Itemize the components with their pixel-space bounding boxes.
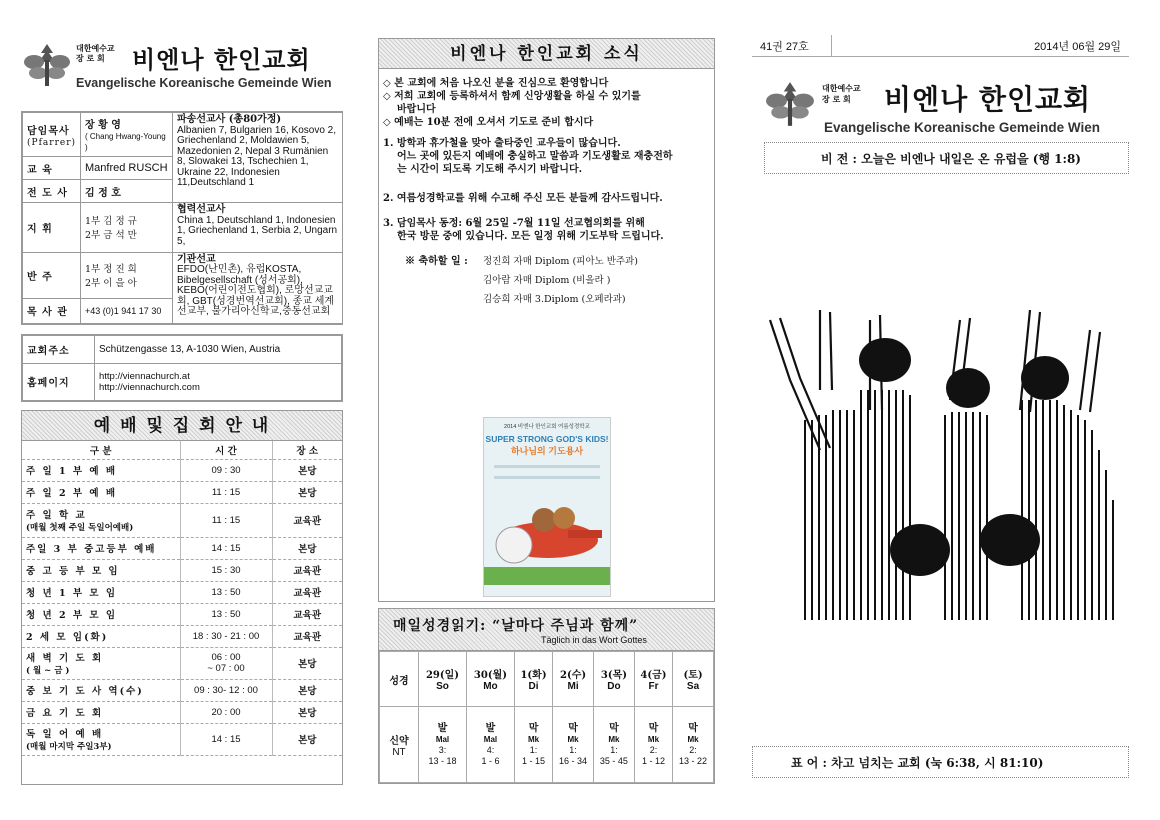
service-place: 본당 [272,481,342,503]
service-place: 본당 [272,647,342,679]
service-place: 교육관 [272,503,342,537]
service-name: 새 벽 기 도 회 ( 월 ~ 금 ) [22,647,180,679]
issue-date: 2014년 06월 29일 [1034,41,1121,53]
service-row [22,625,342,647]
vision-text: 비 전 : 오늘은 비엔나 내일은 온 유럽을 (행 1:8) [821,152,1081,166]
vbs-poster [483,417,611,597]
service-row [22,603,342,625]
pastor-label: 담임목사 (Pfarrer) [23,113,81,157]
service-time: 20 : 00 [180,701,272,723]
bible-day: 1(화) Di [514,652,552,707]
news-bullet-2b: 바랍니다 [397,104,436,115]
conductor-label: 지 휘 [23,203,81,252]
woodcut-celebration-illustration [760,300,1132,630]
service-time: 09 : 30 [180,459,272,481]
service-name: 청 년 2 부 모 임 [22,603,180,625]
service-name: 중 보 기 도 사 역(수) [22,679,180,701]
service-time: 09 : 30- 12 : 00 [180,679,272,701]
news-title: 비엔나 한인교회 소식 [379,39,714,69]
congrats-2: 김아람 자매 Diplom (비올라 ) [483,275,611,286]
congrats-label: ※ 축하할 일 : [405,256,468,267]
service-time: 06 : 00 ~ 07 : 00 [180,647,272,679]
service-title: 예 배 및 집 회 안 내 [22,411,342,441]
service-time: 18 : 30 - 21 : 00 [180,625,272,647]
bible-reading: 막 Mk 2: 1 - 12 [634,707,672,783]
service-row [22,503,342,537]
service-row [22,559,342,581]
service-time: 13 : 50 [180,581,272,603]
service-row [22,537,342,559]
bible-nt-label: 신약 NT [380,707,419,783]
bible-reading: 막 Mk 1: 35 - 45 [594,707,635,783]
service-name: 주 일 2 부 예 배 [22,481,180,503]
office-label: 목 사 관 [23,298,81,323]
pastor-name: 장 황 영 ( Chang Hwang-Young ) [81,113,173,157]
evangelist-name: 김 정 호 [81,180,173,203]
service-name: 주일 3 부 중고등부 예배 [22,537,180,559]
address-value: Schützengasse 13, A-1030 Wien, Austria [95,336,342,364]
service-place: 본당 [272,723,342,755]
bible-day: 2(수) Mi [553,652,594,707]
service-time: 14 : 15 [180,537,272,559]
service-place: 본당 [272,459,342,481]
org-missions: 기관선교 EFDO(난민촌), 유럽KOSTA, Bibelgesellschaft (성서공회), KEBO(어린이전도협회), 로망선교교회, GBT(성경번역선교회), 종교 세계선교부, 불가리아신학교,중동선교회 [173,252,342,323]
bible-reading: 막 Mk 2: 13 - 22 [673,707,714,783]
service-time: 11 : 15 [180,503,272,537]
issue-volume: 41권 27호 [752,35,832,57]
teacher-name: Manfred RUSCH [81,157,173,180]
service-place: 교육관 [272,559,342,581]
piano-label: 반 주 [23,252,81,298]
cover-logo-small-1: 대한예수교 [822,84,861,93]
cover-logo-small-2: 장 로 회 [822,95,851,104]
bible-reading: 발 Mal 4: 1 - 6 [466,707,514,783]
issue-header [752,35,1129,57]
homepage-label: 홈페이지 [23,363,95,400]
bible-day: 4(금) Fr [634,652,672,707]
bible-reading: 막 Mk 1: 1 - 15 [514,707,552,783]
service-row [22,723,342,755]
logo-church-name: 비엔나 한인교회 [132,46,311,74]
service-place: 본당 [272,679,342,701]
service-name: 독 일 어 예 배 (매월 마지막 주일3부) [22,723,180,755]
poster-subtitle: 하나님의 기도용사 [510,446,584,456]
vision-box [764,142,1129,174]
news-bullet-2: ◇ 저희 교회에 등록하셔서 함께 신앙생활을 하실 수 있기를 [383,91,641,102]
missionaries: 파송선교사 (총80가정) Albanien 7, Bulgarien 16, Kosovo 2, Griechenland 2, Moldawien 5, Mazedonien 2, Nepal 3 Rumänien 8, Slowakei 13, Tschechien 1, Ukraine 22, Indonesien 11,Deutschland 1 [173,113,342,203]
svc-header-time: 시 간 [180,441,272,459]
logo-german-name: Evangelische Koreanische Gemeinde Wien [76,76,332,90]
poster-airplane-art [484,485,611,585]
service-name: 2 세 모 임(화) [22,625,180,647]
address-box [21,334,343,402]
church-tree-logo-large [764,78,816,130]
bible-subtitle: Täglich in das Wort Gottes [541,635,647,645]
service-time: 13 : 50 [180,603,272,625]
service-place: 본당 [272,701,342,723]
cover-church-name: 비엔나 한인교회 [884,83,1092,116]
bible-reading: 막 Mk 1: 16 - 34 [553,707,594,783]
news-item-3b: 한국 방문 중에 있습니다. 모든 일정 위해 기도부탁 드립니다. [397,231,664,242]
homepage-links[interactable]: http://viennachurch.at http://viennachurch.com [95,363,342,400]
news-item-1c: 는 시간이 되도록 기도해 주시기 바랍니다. [397,164,583,175]
service-row [22,581,342,603]
bible-title: 매일성경읽기: “날마다 주님과 함께” [393,618,639,634]
logo-small-1: 대한예수교 [76,44,115,53]
congrats-1: 정진희 자매 Diplom (피아노 반주과) [483,256,638,267]
service-row [22,647,342,679]
church-tree-logo [22,40,72,90]
bible-day: 29(일) So [419,652,467,707]
news-item-1b: 어느 곳에 있든지 예배에 충실하고 말씀과 기도생활로 재충전하 [397,151,673,162]
service-schedule [21,410,343,785]
bible-row-label: 성경 [380,652,419,707]
coop-missionaries: 협력선교사 China 1, Deutschland 1, Indonesien 1, Griechenland 1, Serbia 2, Ungarn 5, [173,203,342,252]
address-label: 교회주소 [23,336,95,364]
svc-header-name: 구 분 [22,441,180,459]
info-box [21,111,343,325]
service-place: 교육관 [272,603,342,625]
bible-reading: 발 Mal 3: 13 - 18 [419,707,467,783]
congrats-3: 김승희 자매 3.Diplom (오페라과) [483,294,626,305]
service-row [22,701,342,723]
service-name: 중 고 등 부 모 임 [22,559,180,581]
cover-german-name: Evangelische Koreanische Gemeinde Wien [824,120,1100,135]
service-name: 주 일 학 교 (매월 첫째 주일 독일어예배) [22,503,180,537]
bible-day: (토) Sa [673,652,714,707]
svc-header-place: 장 소 [272,441,342,459]
evangelist-label: 전 도 사 [23,180,81,203]
service-row [22,679,342,701]
cover-logo [764,78,1124,140]
logo-small-2: 장 로 회 [76,54,105,63]
motto-text: 표 어 : 차고 넘치는 교회 (눅 6:38, 시 81:10) [791,756,1044,770]
news-bullet-3: ◇ 예배는 10분 전에 오셔서 기도로 준비 합시다 [383,117,594,128]
bible-reading-box [378,608,715,784]
service-row [22,481,342,503]
service-place: 교육관 [272,625,342,647]
piano-names: 1부 정 진 희 2부 이 을 아 [81,252,173,298]
poster-top-text: 2014 비엔나 한인교회 여름성경학교 [504,424,590,430]
news-bullet-1: ◇ 본 교회에 처음 나오신 분을 진심으로 환영합니다 [383,78,609,89]
service-name: 금 요 기 도 회 [22,701,180,723]
service-name: 청 년 1 부 모 임 [22,581,180,603]
service-time: 15 : 30 [180,559,272,581]
service-time: 11 : 15 [180,481,272,503]
service-place: 본당 [272,537,342,559]
left-logo [22,40,342,100]
conductor-names: 1부 김 정 규 2부 금 석 만 [81,203,173,252]
news-item-2: 2. 여름성경학교를 위해 수고해 주신 모든 분들께 감사드립니다. [383,193,663,204]
office-phone: +43 (0)1 941 17 30 [81,298,173,323]
news-box [378,38,715,602]
news-item-1: 1. 방학과 휴가철을 맞아 출타중인 교우들이 많습니다. [383,138,621,149]
service-name: 주 일 1 부 예 배 [22,459,180,481]
bible-day: 30(월) Mo [466,652,514,707]
teacher-label: 교 육 [23,157,81,180]
bible-day: 3(목) Do [594,652,635,707]
news-item-3: 3. 담임목사 동정: 6월 25일 -7월 11일 선교협의회를 위해 [383,218,645,229]
motto-box [752,746,1129,778]
poster-title: SUPER STRONG GOD'S KIDS! [485,434,609,444]
service-place: 교육관 [272,581,342,603]
service-row [22,459,342,481]
service-time: 14 : 15 [180,723,272,755]
